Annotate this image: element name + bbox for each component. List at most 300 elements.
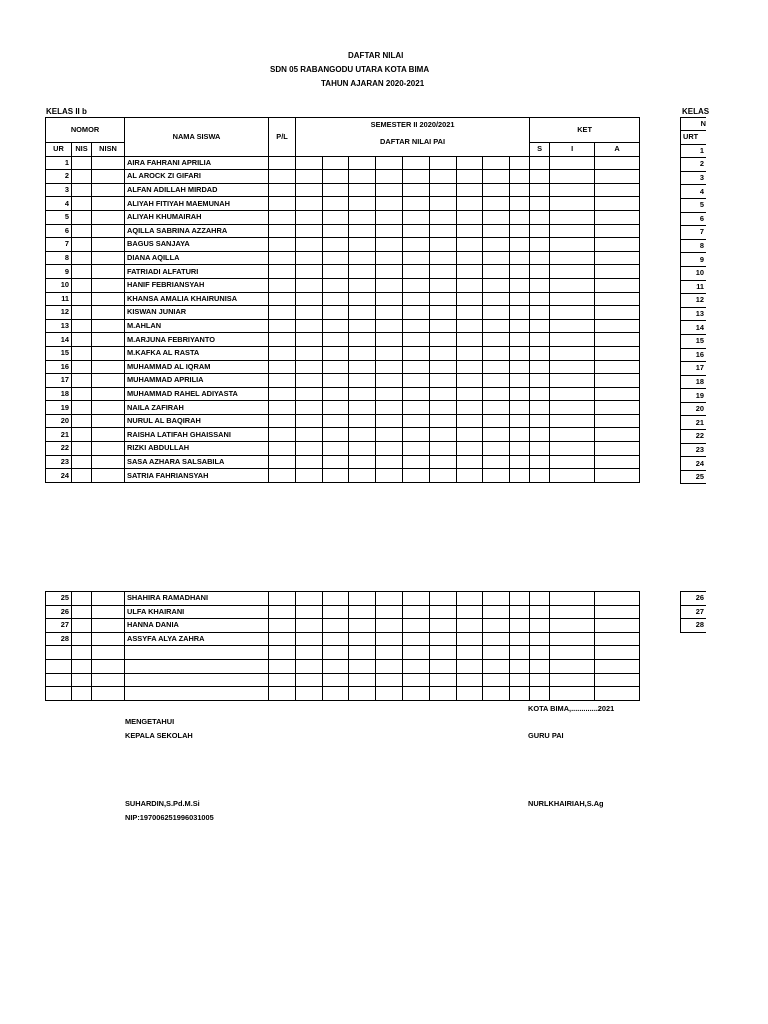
row-number: 4: [46, 197, 72, 211]
grade-cell: [550, 619, 595, 633]
student-row: [46, 442, 640, 456]
grade-cell: [550, 251, 595, 265]
grade-cell: [296, 442, 323, 456]
grade-cell: [595, 292, 640, 306]
grade-cell: [430, 605, 457, 619]
grade-cell: [269, 360, 296, 374]
right-header-n: N: [681, 118, 707, 131]
grade-cell: [349, 592, 376, 606]
student-row: [46, 360, 640, 374]
grade-cell: [457, 387, 483, 401]
grade-cell: [376, 360, 403, 374]
grade-cell: [430, 346, 457, 360]
grade-cell: [403, 333, 430, 347]
grade-cell: [349, 387, 376, 401]
grade-cell: [483, 469, 510, 483]
grade-cell: [349, 374, 376, 388]
grade-cell: [269, 414, 296, 428]
grade-cell: [457, 170, 483, 184]
grade-cell: [403, 183, 430, 197]
grade-cell: [349, 333, 376, 347]
right-row: [681, 470, 707, 484]
grade-cell: [376, 333, 403, 347]
grade-cell: [376, 183, 403, 197]
grade-cell: [296, 619, 323, 633]
grade-cell: [430, 455, 457, 469]
grade-cell: [457, 360, 483, 374]
grade-cell: [92, 592, 125, 606]
grade-cell: [376, 687, 403, 701]
grade-cell: [72, 197, 92, 211]
right-row-number: 17: [681, 362, 707, 376]
grade-cell: [376, 592, 403, 606]
grade-cell: [349, 469, 376, 483]
student-name: [125, 673, 269, 687]
right-row: [681, 198, 707, 212]
grade-cell: [349, 278, 376, 292]
grade-cell: [595, 278, 640, 292]
grade-cell: [430, 306, 457, 320]
student-name: AIRA FAHRANI APRILIA: [125, 156, 269, 170]
grade-cell: [92, 210, 125, 224]
grade-cell: [72, 374, 92, 388]
grade-cell: [550, 428, 595, 442]
grade-cell: [403, 319, 430, 333]
grade-cell: [72, 592, 92, 606]
row-number: 22: [46, 442, 72, 456]
grade-table: [45, 117, 640, 483]
grade-cell: [269, 292, 296, 306]
grade-cell: [323, 646, 349, 660]
grade-cell: [269, 278, 296, 292]
student-name: M.AHLAN: [125, 319, 269, 333]
grade-cell: [403, 632, 430, 646]
grade-cell: [595, 455, 640, 469]
kepala-sekolah-label: KEPALA SEKOLAH: [125, 731, 193, 740]
grade-cell: [92, 659, 125, 673]
grade-cell: [72, 170, 92, 184]
grade-cell: [510, 238, 530, 252]
student-name: SHAHIRA RAMADHANI: [125, 592, 269, 606]
grade-cell: [376, 224, 403, 238]
student-row: [46, 455, 640, 469]
right-row: [681, 307, 707, 321]
grade-cell: [323, 414, 349, 428]
grade-cell: [296, 428, 323, 442]
right-row: [681, 362, 707, 376]
grade-cell: [595, 183, 640, 197]
grade-cell: [595, 687, 640, 701]
grade-cell: [92, 197, 125, 211]
grade-cell: [403, 455, 430, 469]
grade-cell: [510, 673, 530, 687]
grade-cell: [296, 687, 323, 701]
header-pl: P/L: [269, 118, 296, 157]
document-title: DAFTAR NILAI: [348, 51, 404, 60]
grade-cell: [457, 346, 483, 360]
grade-cell: [323, 306, 349, 320]
grade-cell: [72, 673, 92, 687]
grade-cell: [457, 156, 483, 170]
grade-cell: [269, 659, 296, 673]
grade-cell: [430, 632, 457, 646]
grade-cell: [510, 428, 530, 442]
grade-cell: [510, 632, 530, 646]
grade-cell: [296, 455, 323, 469]
right-row-number: 25: [681, 470, 707, 484]
grade-cell: [595, 414, 640, 428]
right-row-number: 5: [681, 198, 707, 212]
grade-cell: [323, 428, 349, 442]
grade-cell: [457, 333, 483, 347]
grade-cell: [430, 414, 457, 428]
grade-cell: [269, 251, 296, 265]
grade-cell: [530, 197, 550, 211]
grade-cell: [550, 442, 595, 456]
grade-cell: [430, 319, 457, 333]
grade-cell: [510, 469, 530, 483]
grade-cell: [376, 319, 403, 333]
student-name: HANIF FEBRIANSYAH: [125, 278, 269, 292]
student-row: [46, 319, 640, 333]
grade-cell: [72, 360, 92, 374]
grade-cell: [595, 659, 640, 673]
grade-cell: [269, 333, 296, 347]
grade-cell: [510, 251, 530, 265]
grade-cell: [595, 251, 640, 265]
grade-cell: [550, 197, 595, 211]
student-name: NURUL AL BAQIRAH: [125, 414, 269, 428]
student-name: KISWAN JUNIAR: [125, 306, 269, 320]
grade-cell: [403, 197, 430, 211]
guru-pai-name: NURLKHAIRIAH,S.Ag: [528, 799, 604, 808]
row-number: 2: [46, 170, 72, 184]
student-name: [125, 659, 269, 673]
grade-cell: [72, 455, 92, 469]
grade-cell: [510, 442, 530, 456]
grade-cell: [483, 238, 510, 252]
right-row: [681, 348, 707, 362]
grade-cell: [376, 632, 403, 646]
grade-cell: [550, 319, 595, 333]
grade-table-body: [46, 156, 640, 482]
grade-cell: [595, 387, 640, 401]
grade-cell: [376, 619, 403, 633]
right-row-number: 21: [681, 416, 707, 430]
grade-cell: [296, 265, 323, 279]
grade-cell: [530, 673, 550, 687]
grade-cell: [595, 333, 640, 347]
student-row: [46, 251, 640, 265]
grade-cell: [92, 306, 125, 320]
right-row-number: 22: [681, 430, 707, 444]
row-number: 18: [46, 387, 72, 401]
grade-cell: [595, 673, 640, 687]
student-name: RAISHA LATIFAH GHAISSANI: [125, 428, 269, 442]
grade-cell: [403, 605, 430, 619]
grade-cell: [349, 605, 376, 619]
grade-cell: [530, 619, 550, 633]
grade-cell: [349, 659, 376, 673]
grade-cell: [430, 210, 457, 224]
grade-cell: [296, 333, 323, 347]
grade-cell: [269, 632, 296, 646]
grade-cell: [550, 360, 595, 374]
grade-cell: [595, 265, 640, 279]
grade-cell: [550, 646, 595, 660]
student-row: [46, 183, 640, 197]
grade-cell: [430, 170, 457, 184]
grade-cell: [92, 183, 125, 197]
grade-cell: [483, 632, 510, 646]
grade-cell: [430, 646, 457, 660]
grade-cell: [323, 265, 349, 279]
grade-cell: [550, 455, 595, 469]
grade-cell: [510, 346, 530, 360]
student-name: [125, 687, 269, 701]
grade-cell: [349, 156, 376, 170]
grade-cell: [296, 346, 323, 360]
right-row-number: 14: [681, 321, 707, 335]
grade-cell: [296, 306, 323, 320]
grade-cell: [530, 605, 550, 619]
grade-cell: [403, 387, 430, 401]
grade-cell: [550, 210, 595, 224]
grade-cell: [92, 414, 125, 428]
grade-cell: [72, 687, 92, 701]
grade-cell: [430, 183, 457, 197]
grade-cell: [595, 469, 640, 483]
grade-cell: [510, 414, 530, 428]
right-table-clip-continued: [680, 591, 706, 636]
grade-cell: [595, 442, 640, 456]
row-number: 17: [46, 374, 72, 388]
header-nisn: NISN: [92, 143, 125, 157]
grade-cell: [296, 170, 323, 184]
row-number: 14: [46, 333, 72, 347]
grade-cell: [323, 455, 349, 469]
grade-cell: [323, 387, 349, 401]
grade-cell: [530, 659, 550, 673]
grade-cell: [349, 646, 376, 660]
student-row: [46, 238, 640, 252]
grade-cell: [269, 605, 296, 619]
grade-cell: [296, 469, 323, 483]
student-name: ULFA KHAIRANI: [125, 605, 269, 619]
grade-cell: [510, 224, 530, 238]
student-row: [46, 414, 640, 428]
grade-cell: [296, 360, 323, 374]
grade-cell: [510, 687, 530, 701]
right-row-number: 6: [681, 212, 707, 226]
student-name: SATRIA FAHRIANSYAH: [125, 469, 269, 483]
grade-cell: [403, 442, 430, 456]
grade-cell: [595, 360, 640, 374]
student-row: [46, 469, 640, 483]
header-semester-label: SEMESTER II 2020/2021: [370, 120, 455, 129]
grade-cell: [376, 374, 403, 388]
grade-cell: [296, 387, 323, 401]
grade-cell: [349, 346, 376, 360]
grade-cell: [457, 619, 483, 633]
right-row-number: 16: [681, 348, 707, 362]
grade-cell: [430, 265, 457, 279]
grade-cell: [595, 224, 640, 238]
student-name: DIANA AQILLA: [125, 251, 269, 265]
grade-cell: [403, 646, 430, 660]
grade-cell: [530, 224, 550, 238]
grade-cell: [430, 197, 457, 211]
grade-cell: [92, 251, 125, 265]
grade-cell: [376, 387, 403, 401]
grade-cell: [323, 292, 349, 306]
student-row: [46, 428, 640, 442]
right-row-number: 20: [681, 402, 707, 416]
grade-cell: [530, 428, 550, 442]
right-row: [681, 389, 707, 403]
right-row-number: 11: [681, 280, 707, 294]
grade-cell: [296, 646, 323, 660]
grade-cell: [530, 251, 550, 265]
student-row: [46, 659, 640, 673]
grade-cell: [457, 646, 483, 660]
grade-cell: [530, 646, 550, 660]
grade-cell: [72, 238, 92, 252]
grade-cell: [323, 278, 349, 292]
grade-cell: [595, 401, 640, 415]
grade-cell: [550, 183, 595, 197]
grade-cell: [403, 659, 430, 673]
grade-cell: [510, 401, 530, 415]
grade-cell: [376, 428, 403, 442]
right-row-number: 8: [681, 239, 707, 253]
grade-cell: [269, 197, 296, 211]
grade-cell: [595, 197, 640, 211]
grade-cell: [72, 659, 92, 673]
grade-cell: [595, 646, 640, 660]
grade-cell: [92, 387, 125, 401]
grade-cell: [483, 224, 510, 238]
grade-cell: [510, 605, 530, 619]
grade-cell: [269, 224, 296, 238]
grade-cell: [550, 387, 595, 401]
student-name: MUHAMMAD AL IQRAM: [125, 360, 269, 374]
grade-cell: [376, 306, 403, 320]
grade-cell: [530, 374, 550, 388]
grade-cell: [92, 619, 125, 633]
grade-cell: [323, 210, 349, 224]
grade-cell: [92, 346, 125, 360]
grade-cell: [457, 319, 483, 333]
right-class-label: KELAS: [682, 107, 710, 116]
right-row-number: 18: [681, 375, 707, 389]
grade-cell: [376, 210, 403, 224]
grade-cell: [530, 156, 550, 170]
guru-pai-label: GURU PAI: [528, 731, 564, 740]
right-row-number: 27: [681, 605, 707, 619]
grade-cell: [323, 592, 349, 606]
grade-cell: [483, 401, 510, 415]
grade-cell: [72, 183, 92, 197]
grade-cell: [92, 333, 125, 347]
grade-cell: [296, 238, 323, 252]
right-row: [681, 239, 707, 253]
grade-cell: [269, 401, 296, 415]
grade-cell: [550, 170, 595, 184]
grade-cell: [349, 455, 376, 469]
grade-cell: [269, 673, 296, 687]
grade-cell: [430, 374, 457, 388]
header-nomor: NOMOR: [46, 118, 125, 143]
header-semester: [296, 118, 530, 157]
grade-cell: [510, 170, 530, 184]
grade-cell: [269, 210, 296, 224]
grade-cell: [92, 238, 125, 252]
grade-cell: [349, 183, 376, 197]
grade-cell: [595, 428, 640, 442]
grade-cell: [457, 592, 483, 606]
grade-cell: [403, 687, 430, 701]
grade-cell: [430, 360, 457, 374]
grade-cell: [483, 278, 510, 292]
right-table-clip: [680, 117, 706, 489]
grade-cell: [323, 197, 349, 211]
right-row: [681, 266, 707, 280]
student-row: [46, 387, 640, 401]
row-number: 20: [46, 414, 72, 428]
grade-cell: [483, 156, 510, 170]
row-number: 1: [46, 156, 72, 170]
grade-cell: [323, 251, 349, 265]
student-row: [46, 278, 640, 292]
grade-cell: [72, 346, 92, 360]
student-name: [125, 646, 269, 660]
grade-cell: [72, 292, 92, 306]
header-a: A: [595, 143, 640, 157]
grade-cell: [376, 646, 403, 660]
row-number: 11: [46, 292, 72, 306]
grade-cell: [72, 156, 92, 170]
grade-cell: [530, 319, 550, 333]
grade-cell: [530, 306, 550, 320]
grade-cell: [349, 238, 376, 252]
right-row-number: 13: [681, 307, 707, 321]
grade-cell: [550, 401, 595, 415]
grade-cell: [349, 265, 376, 279]
grade-cell: [483, 251, 510, 265]
right-row: [681, 253, 707, 267]
grade-cell: [595, 210, 640, 224]
grade-cell: [92, 428, 125, 442]
grade-cell: [296, 292, 323, 306]
grade-cell: [430, 238, 457, 252]
right-row: [681, 416, 707, 430]
student-name: ALFAN ADILLAH MIRDAD: [125, 183, 269, 197]
grade-cell: [376, 401, 403, 415]
mengetahui-label: MENGETAHUI: [125, 717, 175, 726]
right-row: [681, 605, 707, 619]
grade-cell: [403, 469, 430, 483]
grade-cell: [403, 673, 430, 687]
student-row: [46, 374, 640, 388]
grade-cell: [457, 455, 483, 469]
grade-cell: [550, 687, 595, 701]
grade-cell: [376, 251, 403, 265]
grade-cell: [376, 414, 403, 428]
student-name: MUHAMMAD APRILIA: [125, 374, 269, 388]
right-row: [681, 457, 707, 471]
header-i: I: [550, 143, 595, 157]
